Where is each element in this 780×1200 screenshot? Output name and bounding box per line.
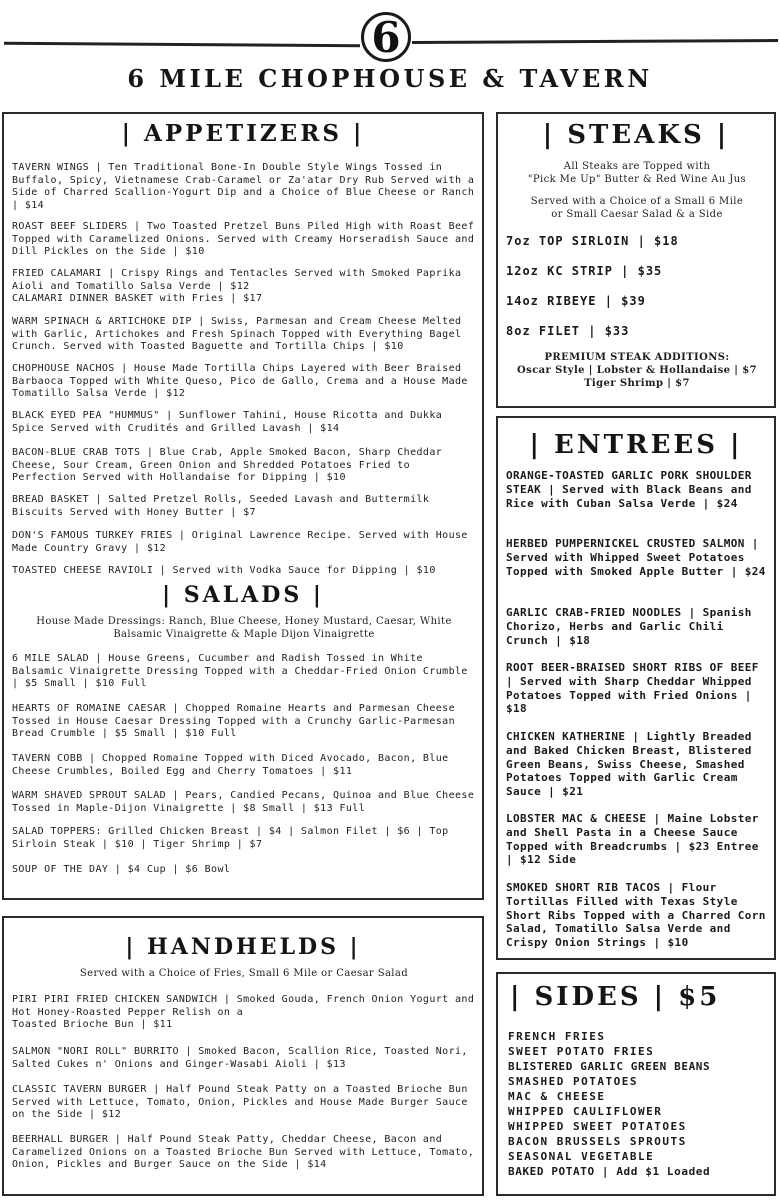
handhelds-panel — [2, 916, 484, 1196]
side-item: BAKED POTATO | Add $1 Loaded — [508, 1165, 711, 1178]
menu-header — [0, 0, 780, 112]
salad-item: HEARTS OF ROMAINE CAESAR | Chopped Romaine Hearts and Parmesan Cheese Tossed in House Caesar Dressing Topped with a Crunchy Garlic-Parmesan Bread Crumble | $5 Small | $10 Full — [12, 703, 456, 740]
entree-item: LOBSTER MAC & CHEESE | Maine Lobster and Shell Pasta in a Cheese Sauce Topped with Breadcrumbs | $23 Entree | $12 Side — [506, 812, 759, 867]
steak-item: 12oz KC STRIP | $35 — [506, 264, 663, 278]
sides-heading: | SIDES | $5 — [510, 982, 721, 1012]
appetizer-item: WARM SPINACH & ARTICHOKE DIP | Swiss, Parmesan and Cream Cheese Melted with Garlic, Artichokes and Fresh Spinach Topped with Everything Bagel Crunch. Served with Toasted Baguette and Tortilla Chips | $10 — [12, 316, 462, 353]
appetizer-item: ROAST BEEF SLIDERS | Two Toasted Pretzel Buns Piled High with Roast Beef Topped with Caramelized Onions. Served with Creamy Horseradish Sauce and Dill Pickles on the Side | $10 — [12, 221, 475, 258]
steaks-heading: | STEAKS | — [542, 120, 730, 150]
handheld-item: PIRI PIRI FRIED CHICKEN SANDWICH | Smoked Gouda, French Onion Yogurt and Hot Honey-Roasted Pepper Relish on a Toasted Brioche Bun | $11 — [12, 994, 475, 1031]
side-item: BACON BRUSSELS SPROUTS — [508, 1135, 687, 1148]
appetizer-item: CHOPHOUSE NACHOS | House Made Tortilla Chips Layered with Beer Braised Barbaoca Topped with White Queso, Pico de Gallo, Crema and a House Made Tomatillo Salsa Verde | $12 — [12, 363, 468, 400]
salad-item: 6 MILE SALAD | House Greens, Cucumber and Radish Tossed in White Balsamic Vinaigrette Dressing Topped with a Cheddar-Fried Onion Crumble | $5 Small | $10 Full — [12, 653, 468, 690]
entree-item: SMOKED SHORT RIB TACOS | Flour Tortillas Filled with Texas Style Short Ribs Topped with a Charred Corn Salad, Tomatillo Salsa Verde and Crispy Onion Strings | $10 — [506, 881, 766, 950]
steaks-topping-note: All Steaks are Topped with "Pick Me Up" Butter & Red Wine Au Jus — [527, 161, 747, 185]
handhelds-note: Served with a Choice of Fries, Small 6 Mile or Caesar Salad — [79, 968, 409, 979]
appetizer-item: TOASTED CHEESE RAVIOLI | Served with Vodka Sauce for Dipping | $10 — [12, 565, 436, 576]
appetizer-item: DON'S FAMOUS TURKEY FRIES | Original Lawrence Recipe. Served with House Made Country Gravy | $12 — [12, 530, 468, 554]
salads-heading: | SALADS | — [162, 582, 324, 608]
salad-item: SOUP OF THE DAY | $4 Cup | $6 Bowl — [12, 864, 231, 875]
six-logo-icon: 6 — [361, 12, 411, 62]
entree-item: ROOT BEER-BRAISED SHORT RIBS OF BEEF | Served with Sharp Cheddar Whipped Potatoes Topped with Fried Onions | $18 — [506, 661, 759, 716]
handheld-item: SALMON "NORI ROLL" BURRITO | Smoked Bacon, Scallion Rice, Toasted Nori, Salted Cukes n' Onions and Ginger-Wasabi Aioli | $13 — [12, 1046, 468, 1070]
side-item: BLISTERED GARLIC GREEN BEANS — [508, 1060, 711, 1073]
side-item: FRENCH FRIES — [508, 1030, 606, 1043]
side-item: WHIPPED SWEET POTATOES — [508, 1120, 687, 1133]
salad-item: TAVERN COBB | Chopped Romaine Topped with Diced Avocado, Bacon, Blue Cheese Crumbles, Boiled Egg and Cherry Tomatoes | $11 — [12, 753, 449, 777]
steak-additions-heading: PREMIUM STEAK ADDITIONS: — [544, 352, 730, 363]
appetizer-item: BREAD BASKET | Salted Pretzel Rolls, Seeded Lavash and Buttermilk Biscuits Served with Honey Butter | $7 — [12, 494, 430, 518]
appetizer-item: BLACK EYED PEA "HUMMUS" | Sunflower Tahini, House Ricotta and Dukka Spice Served with Crudités and Grilled Lavash | $14 — [12, 410, 443, 434]
steaks-panel — [496, 112, 776, 408]
entree-item: ORANGE-TOASTED GARLIC PORK SHOULDER STEAK | Served with Black Beans and Rice with Cuban Salsa Verde | $24 — [506, 469, 752, 510]
appetizers-salads-panel — [2, 112, 484, 900]
entree-item: GARLIC CRAB-FRIED NOODLES | Spanish Chorizo, Herbs and Garlic Chili Crunch | $18 — [506, 606, 752, 647]
salad-dressings-note: House Made Dressings: Ranch, Blue Cheese, Honey Mustard, Caesar, White Balsamic Vinaigrette & Maple Dijon Vinaigrette — [36, 616, 452, 640]
steaks-side-note: Served with a Choice of a Small 6 Mile or Small Caesar Salad & a Side — [530, 196, 744, 220]
side-item: SEASONAL VEGETABLE — [508, 1150, 655, 1163]
appetizers-heading: | APPETIZERS | — [121, 120, 365, 147]
sides-panel — [496, 972, 776, 1196]
appetizer-item: TAVERN WINGS | Ten Traditional Bone-In Double Style Wings Tossed in Buffalo, Spicy, Vietnamese Crab-Caramel or Za'atar Dry Rub Served with a Side of Charred Scallion-Yogurt Dip and a Choice of Blue Cheese or Ranch | $14 — [12, 162, 475, 211]
steak-item: 8oz FILET | $33 — [506, 324, 630, 338]
salad-item: SALAD TOPPERS: Grilled Chicken Breast | $4 | Salmon Filet | $6 | Top Sirloin Steak | $10 | Tiger Shrimp | $7 — [12, 826, 449, 850]
steak-item: 14oz RIBEYE | $39 — [506, 294, 646, 308]
entrees-heading: | ENTREES | — [529, 430, 743, 460]
appetizer-item: FRIED CALAMARI | Crispy Rings and Tentacles Served with Smoked Paprika Aioli and Tomatillo Salsa Verde | $12 CALAMARI DINNER BASKET with Fries | $17 — [12, 268, 462, 305]
side-item: SWEET POTATO FRIES — [508, 1045, 655, 1058]
entrees-panel — [496, 416, 776, 960]
side-item: MAC & CHEESE — [508, 1090, 606, 1103]
entree-item: HERBED PUMPERNICKEL CRUSTED SALMON | Served with Whipped Sweet Potatoes Topped with Smoked Apple Butter | $24 — [506, 537, 766, 578]
side-item: WHIPPED CAULIFLOWER — [508, 1105, 663, 1118]
salad-item: WARM SHAVED SPROUT SALAD | Pears, Candied Pecans, Quinoa and Blue Cheese Tossed in Maple-Dijon Vinaigrette | $8 Small | $13 Full — [12, 790, 475, 814]
handheld-item: BEERHALL BURGER | Half Pound Steak Patty, Cheddar Cheese, Bacon and Caramelized Onions on a Toasted Brioche Bun Served with Lettuce, Tomato, Onion, Pickles and Burger Sauce on the Side | $14 — [12, 1134, 475, 1171]
side-item: SMASHED POTATOES — [508, 1075, 638, 1088]
restaurant-name: 6 MILE CHOPHOUSE & TAVERN — [127, 64, 653, 93]
handheld-item: CLASSIC TAVERN BURGER | Half Pound Steak Patty on a Toasted Brioche Bun Served with Lettuce, Tomato, Onion, Pickles and House Made Burger Sauce on the Side | $12 — [12, 1084, 468, 1121]
handhelds-heading: | HANDHELDS | — [125, 934, 361, 960]
steak-additions: Oscar Style | Lobster & Hollandaise | $7 Tiger Shrimp | $7 — [517, 365, 757, 389]
appetizer-item: BACON-BLUE CRAB TOTS | Blue Crab, Apple Smoked Bacon, Sharp Cheddar Cheese, Sour Cream, Green Onion and Shredded Potatoes Fried to Perfection Served with Hollandaise for Dipping | $10 — [12, 447, 443, 484]
header-rule-left — [4, 42, 360, 47]
header-rule-right — [412, 39, 778, 44]
entree-item: CHICKEN KATHERINE | Lightly Breaded and Baked Chicken Breast, Blistered Green Beans, Swiss Cheese, Smashed Potatoes Topped with Garlic Cream Sauce | $21 — [506, 730, 752, 799]
steak-item: 7oz TOP SIRLOIN | $18 — [506, 234, 679, 248]
